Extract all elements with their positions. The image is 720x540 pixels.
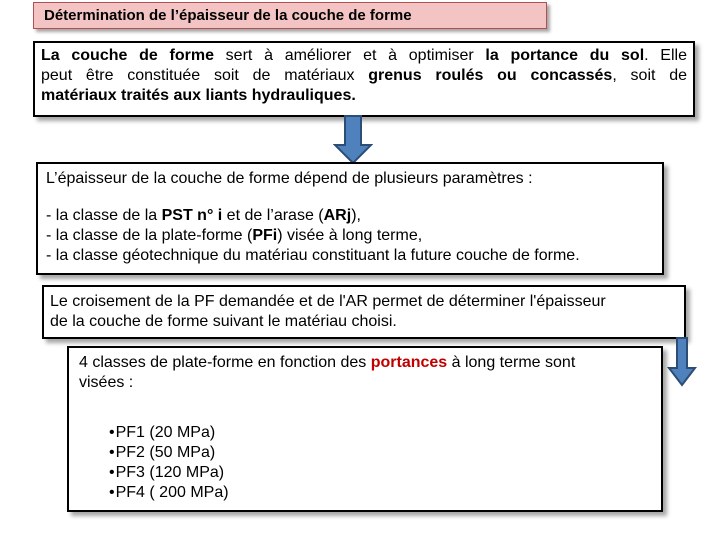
parameter-item-2 [46,226,654,246]
term-liants-hydrauliques: matériaux traités aux liants hydrauliques. [41,87,356,104]
platform-intro-line-1 [79,353,651,373]
definition-text: sert à améliorer et à optimiser [213,47,486,64]
list-item: • PF1 (20 MPa) [109,423,651,443]
definition-text: peut être constituée soit de matériaux [41,67,369,84]
page-title-text: Détermination de l’épaisseur de la couche de forme [44,7,412,24]
term-portance-du-sol: la portance du sol [485,47,645,64]
parameter-text: - la classe de la [46,207,162,224]
platform-intro-line-2: visées : [79,374,134,391]
parameters-intro: L’épaisseur de la couche de forme dépend de plusieurs paramètres : [46,170,533,187]
down-arrow-icon [333,115,373,165]
platform-classes-box [67,346,663,512]
parameter-text: ) visée à long terme, [277,227,423,244]
definition-box [33,41,695,117]
definition-line-3 [41,86,687,106]
platform-intro-text: 4 classes de plate-forme en fonction des [79,354,371,371]
parameter-item-3: - la classe géotechnique du matériau constituant la future couche de forme. [46,247,580,264]
list-item: • PF2 (50 MPa) [109,443,651,463]
crossing-line-2: de la couche de forme suivant le matériau choisi. [50,313,397,330]
crossing-line-1: Le croisement de la PF demandée et de l'AR permet de déterminer l'épaisseur [50,293,606,310]
crossing-box [42,285,686,339]
parameter-text: ), [351,207,361,224]
down-arrow-icon [667,337,697,387]
parameter-item-1 [46,206,654,226]
parameters-box [36,162,664,275]
page-title [33,2,547,29]
parameter-arj: ARj [323,207,352,224]
platform-class-list [79,423,651,503]
definition-line-1 [41,46,687,66]
parameter-pst: PST n° i [161,207,223,224]
term-couche-de-forme: La couche de forme [41,47,214,64]
definition-text: , soit de [612,67,688,84]
parameter-pfi: PFi [252,227,278,244]
parameter-text: - la classe de la plate-forme ( [46,227,253,244]
definition-text: . Elle [644,47,687,64]
list-item: • PF3 (120 MPa) [109,463,651,483]
definition-line-2 [41,66,687,86]
highlight-portances: portances [370,354,448,371]
term-grenus: grenus roulés ou concassés [368,67,613,84]
list-item: • PF4 ( 200 MPa) [109,483,651,503]
parameter-text: et de l’arase ( [222,207,324,224]
platform-intro-text: à long terme sont [447,354,576,371]
